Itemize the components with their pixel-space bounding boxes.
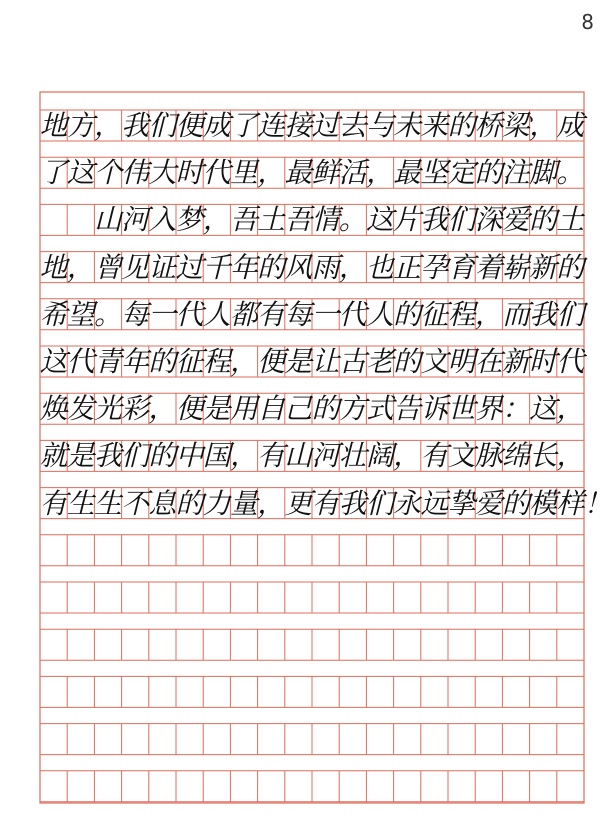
- grid-character: ，: [257, 486, 286, 520]
- grid-character: 的: [148, 439, 177, 473]
- grid-character: 情: [311, 203, 340, 237]
- grid-character: 就: [39, 439, 68, 473]
- grid-character: 有: [39, 486, 68, 520]
- grid-character: 坚: [420, 156, 449, 190]
- grid-character: 是: [202, 392, 231, 426]
- grid-character: 古: [338, 345, 367, 378]
- grid-character: 焕: [39, 392, 68, 426]
- grid-character: 是: [66, 439, 95, 473]
- grid-character: 远: [420, 486, 449, 520]
- grid-character: 爱: [474, 486, 503, 520]
- grid-character: 年: [121, 345, 150, 378]
- grid-character: 活: [338, 156, 367, 190]
- grid-character: 让: [311, 345, 340, 378]
- grid-character: 方: [338, 392, 367, 426]
- grid-character: 更: [284, 486, 313, 520]
- grid-character: 便: [257, 345, 286, 378]
- grid-character: 地: [39, 250, 68, 284]
- grid-character: 用: [229, 392, 258, 426]
- grid-character: 新: [529, 250, 558, 284]
- grid-character: 望: [66, 297, 95, 331]
- grid-character: 每: [284, 297, 313, 331]
- grid-character: 梦: [175, 203, 204, 237]
- grid-character: 有: [420, 439, 449, 473]
- grid-character: 界: [474, 392, 503, 426]
- grid-character: 去: [338, 109, 367, 142]
- grid-character: 光: [93, 392, 122, 426]
- grid-character: 们: [121, 439, 150, 473]
- grid-character: ：: [501, 392, 530, 426]
- grid-character: 们: [148, 109, 177, 142]
- grid-character: 便: [175, 392, 204, 426]
- grid-character: 育: [447, 250, 476, 284]
- grid-character: 有: [257, 297, 286, 331]
- grid-character: 定: [447, 156, 476, 190]
- grid-character: 也: [365, 250, 394, 284]
- grid-character: 鲜: [311, 156, 340, 190]
- grid-character: 大: [148, 156, 177, 190]
- grid-character: 有: [257, 439, 286, 473]
- grid-character: 的: [529, 203, 558, 237]
- grid-character: 征: [175, 345, 204, 378]
- grid-character: 明: [447, 345, 476, 378]
- grid-character: 每: [121, 297, 150, 331]
- grid-character: 最: [284, 156, 313, 190]
- grid-character: 是: [284, 345, 313, 378]
- grid-character: 与: [365, 109, 394, 142]
- grid-character: 们: [556, 297, 585, 331]
- grid-character: 的: [447, 109, 476, 142]
- grid-character: 地: [39, 109, 68, 142]
- grid-character: 方: [66, 109, 95, 142]
- grid-character: 告: [393, 392, 422, 426]
- grid-character: 便: [175, 109, 204, 142]
- grid-character: 这: [529, 392, 558, 426]
- grid-character: 青: [93, 345, 122, 378]
- grid-character: 彩: [121, 392, 150, 426]
- grid-character: 代: [556, 345, 585, 378]
- grid-character: 我: [420, 203, 449, 237]
- grid-character: 梁: [501, 109, 530, 142]
- grid-character: 我: [93, 439, 122, 473]
- grid-character: 风: [284, 250, 313, 284]
- grid-character: 程: [202, 345, 231, 378]
- grid-character: 过: [311, 109, 340, 142]
- grid-character: 力: [202, 486, 231, 520]
- grid-character: ，: [529, 109, 558, 142]
- grid-character: 接: [284, 109, 313, 142]
- grid-character: 崭: [501, 250, 530, 284]
- grid-character: 的: [393, 345, 422, 378]
- grid-character: 。: [556, 156, 585, 190]
- grid-character: 注: [501, 156, 530, 190]
- grid-character: ，: [474, 297, 503, 331]
- grid-character: 希: [39, 297, 68, 331]
- grid-character: 代: [202, 156, 231, 190]
- grid-character: 模: [529, 486, 558, 520]
- grid-character: ，: [202, 203, 231, 237]
- grid-character: 年: [229, 250, 258, 284]
- grid-character: ，: [365, 156, 394, 190]
- grid-character: 土: [257, 203, 286, 237]
- grid-character: 曾: [93, 250, 122, 284]
- grid-character: 人: [365, 297, 394, 331]
- grid-character: 我: [121, 109, 150, 142]
- grid-character: 代: [338, 297, 367, 331]
- grid-character: 的: [474, 156, 503, 190]
- grid-character: 代: [175, 297, 204, 331]
- grid-character: 国: [202, 439, 231, 473]
- grid-character: ，: [556, 392, 585, 426]
- grid-character: 阔: [365, 439, 394, 473]
- grid-character: 里: [229, 156, 258, 190]
- grid-character: 山: [284, 439, 313, 473]
- grid-character: 我: [338, 486, 367, 520]
- grid-character: 脉: [474, 439, 503, 473]
- grid-character: 不: [121, 486, 150, 520]
- grid-character: ，: [257, 156, 286, 190]
- grid-character: 成: [556, 109, 585, 142]
- grid-character: 证: [148, 250, 177, 284]
- grid-character: 文: [447, 439, 476, 473]
- grid-character: 雨: [311, 250, 340, 284]
- grid-character: 的: [501, 486, 530, 520]
- grid-character: 自: [257, 392, 286, 426]
- grid-character: 千: [202, 250, 231, 284]
- grid-character: 样: [556, 486, 585, 520]
- grid-character: 长: [529, 439, 558, 473]
- grid-character: 河: [311, 439, 340, 473]
- grid-character: 己: [284, 392, 313, 426]
- grid-character: 这: [39, 345, 68, 378]
- grid-character: 连: [257, 109, 286, 142]
- grid-character: 的: [393, 297, 422, 331]
- grid-character: ，: [93, 109, 122, 142]
- grid-character: 老: [365, 345, 394, 378]
- grid-character: 入: [148, 203, 177, 237]
- grid-character: 这: [365, 203, 394, 237]
- grid-character: 最: [393, 156, 422, 190]
- grid-character: 过: [175, 250, 204, 284]
- grid-character: 了: [39, 156, 68, 190]
- grid-character: 式: [365, 392, 394, 426]
- grid-character: 。: [338, 203, 367, 237]
- grid-character: ，: [556, 439, 585, 473]
- grid-character: 的: [556, 250, 585, 284]
- grid-character: 着: [474, 250, 503, 284]
- grid-character: 都: [229, 297, 258, 331]
- grid-character: 在: [474, 345, 503, 378]
- grid-character: ！: [583, 486, 612, 520]
- grid-character: 正: [393, 250, 422, 284]
- grid-character: 人: [202, 297, 231, 331]
- grid-character: 见: [121, 250, 150, 284]
- grid-character: 生: [66, 486, 95, 520]
- grid-character: 土: [556, 203, 585, 237]
- grid-character: 片: [393, 203, 422, 237]
- grid-character: ，: [148, 392, 177, 426]
- grid-character: 息: [148, 486, 177, 520]
- grid-character: 深: [474, 203, 503, 237]
- grid-character: 世: [447, 392, 476, 426]
- grid-character: 绵: [501, 439, 530, 473]
- grid-character: ，: [393, 439, 422, 473]
- page-number: 8: [581, 10, 594, 34]
- grid-character: 吾: [284, 203, 313, 237]
- grid-character: 们: [365, 486, 394, 520]
- grid-character: 有: [311, 486, 340, 520]
- grid-character: 发: [66, 392, 95, 426]
- grid-character: 代: [66, 345, 95, 378]
- grid-character: 个: [93, 156, 122, 190]
- grid-character: ，: [229, 439, 258, 473]
- grid-character: 而: [501, 297, 530, 331]
- grid-character: 。: [93, 297, 122, 331]
- grid-character: 征: [420, 297, 449, 331]
- grid-character: 新: [501, 345, 530, 378]
- grid-character: 河: [121, 203, 150, 237]
- grid-character: 伟: [121, 156, 150, 190]
- grid-character: 程: [447, 297, 476, 331]
- grid-character: 文: [420, 345, 449, 378]
- grid-character: 生: [93, 486, 122, 520]
- grid-character: 永: [393, 486, 422, 520]
- grid-character: 脚: [529, 156, 558, 190]
- grid-character: 时: [175, 156, 204, 190]
- grid-character: 山: [93, 203, 122, 237]
- grid-character: 诉: [420, 392, 449, 426]
- grid-character: 们: [447, 203, 476, 237]
- grid-character: 壮: [338, 439, 367, 473]
- grid-character: ，: [338, 250, 367, 284]
- grid-character: 的: [148, 345, 177, 378]
- grid-character: 一: [148, 297, 177, 331]
- grid-character: 的: [175, 486, 204, 520]
- grid-character: 中: [175, 439, 204, 473]
- grid-character: 爱: [501, 203, 530, 237]
- grid-character: 量: [229, 486, 258, 520]
- grid-character: 吾: [229, 203, 258, 237]
- grid-character: ，: [66, 250, 95, 284]
- grid-character: 的: [257, 250, 286, 284]
- grid-character: 一: [311, 297, 340, 331]
- grid-character: 孕: [420, 250, 449, 284]
- grid-character: 我: [529, 297, 558, 331]
- grid-character: 来: [420, 109, 449, 142]
- grid-character: 未: [393, 109, 422, 142]
- grid-character: 成: [202, 109, 231, 142]
- grid-character: 桥: [474, 109, 503, 142]
- grid-character: 时: [529, 345, 558, 378]
- grid-character: 的: [311, 392, 340, 426]
- grid-character: 这: [66, 156, 95, 190]
- grid-character: ，: [229, 345, 258, 378]
- grid-character: 了: [229, 109, 258, 142]
- grid-character: 挚: [447, 486, 476, 520]
